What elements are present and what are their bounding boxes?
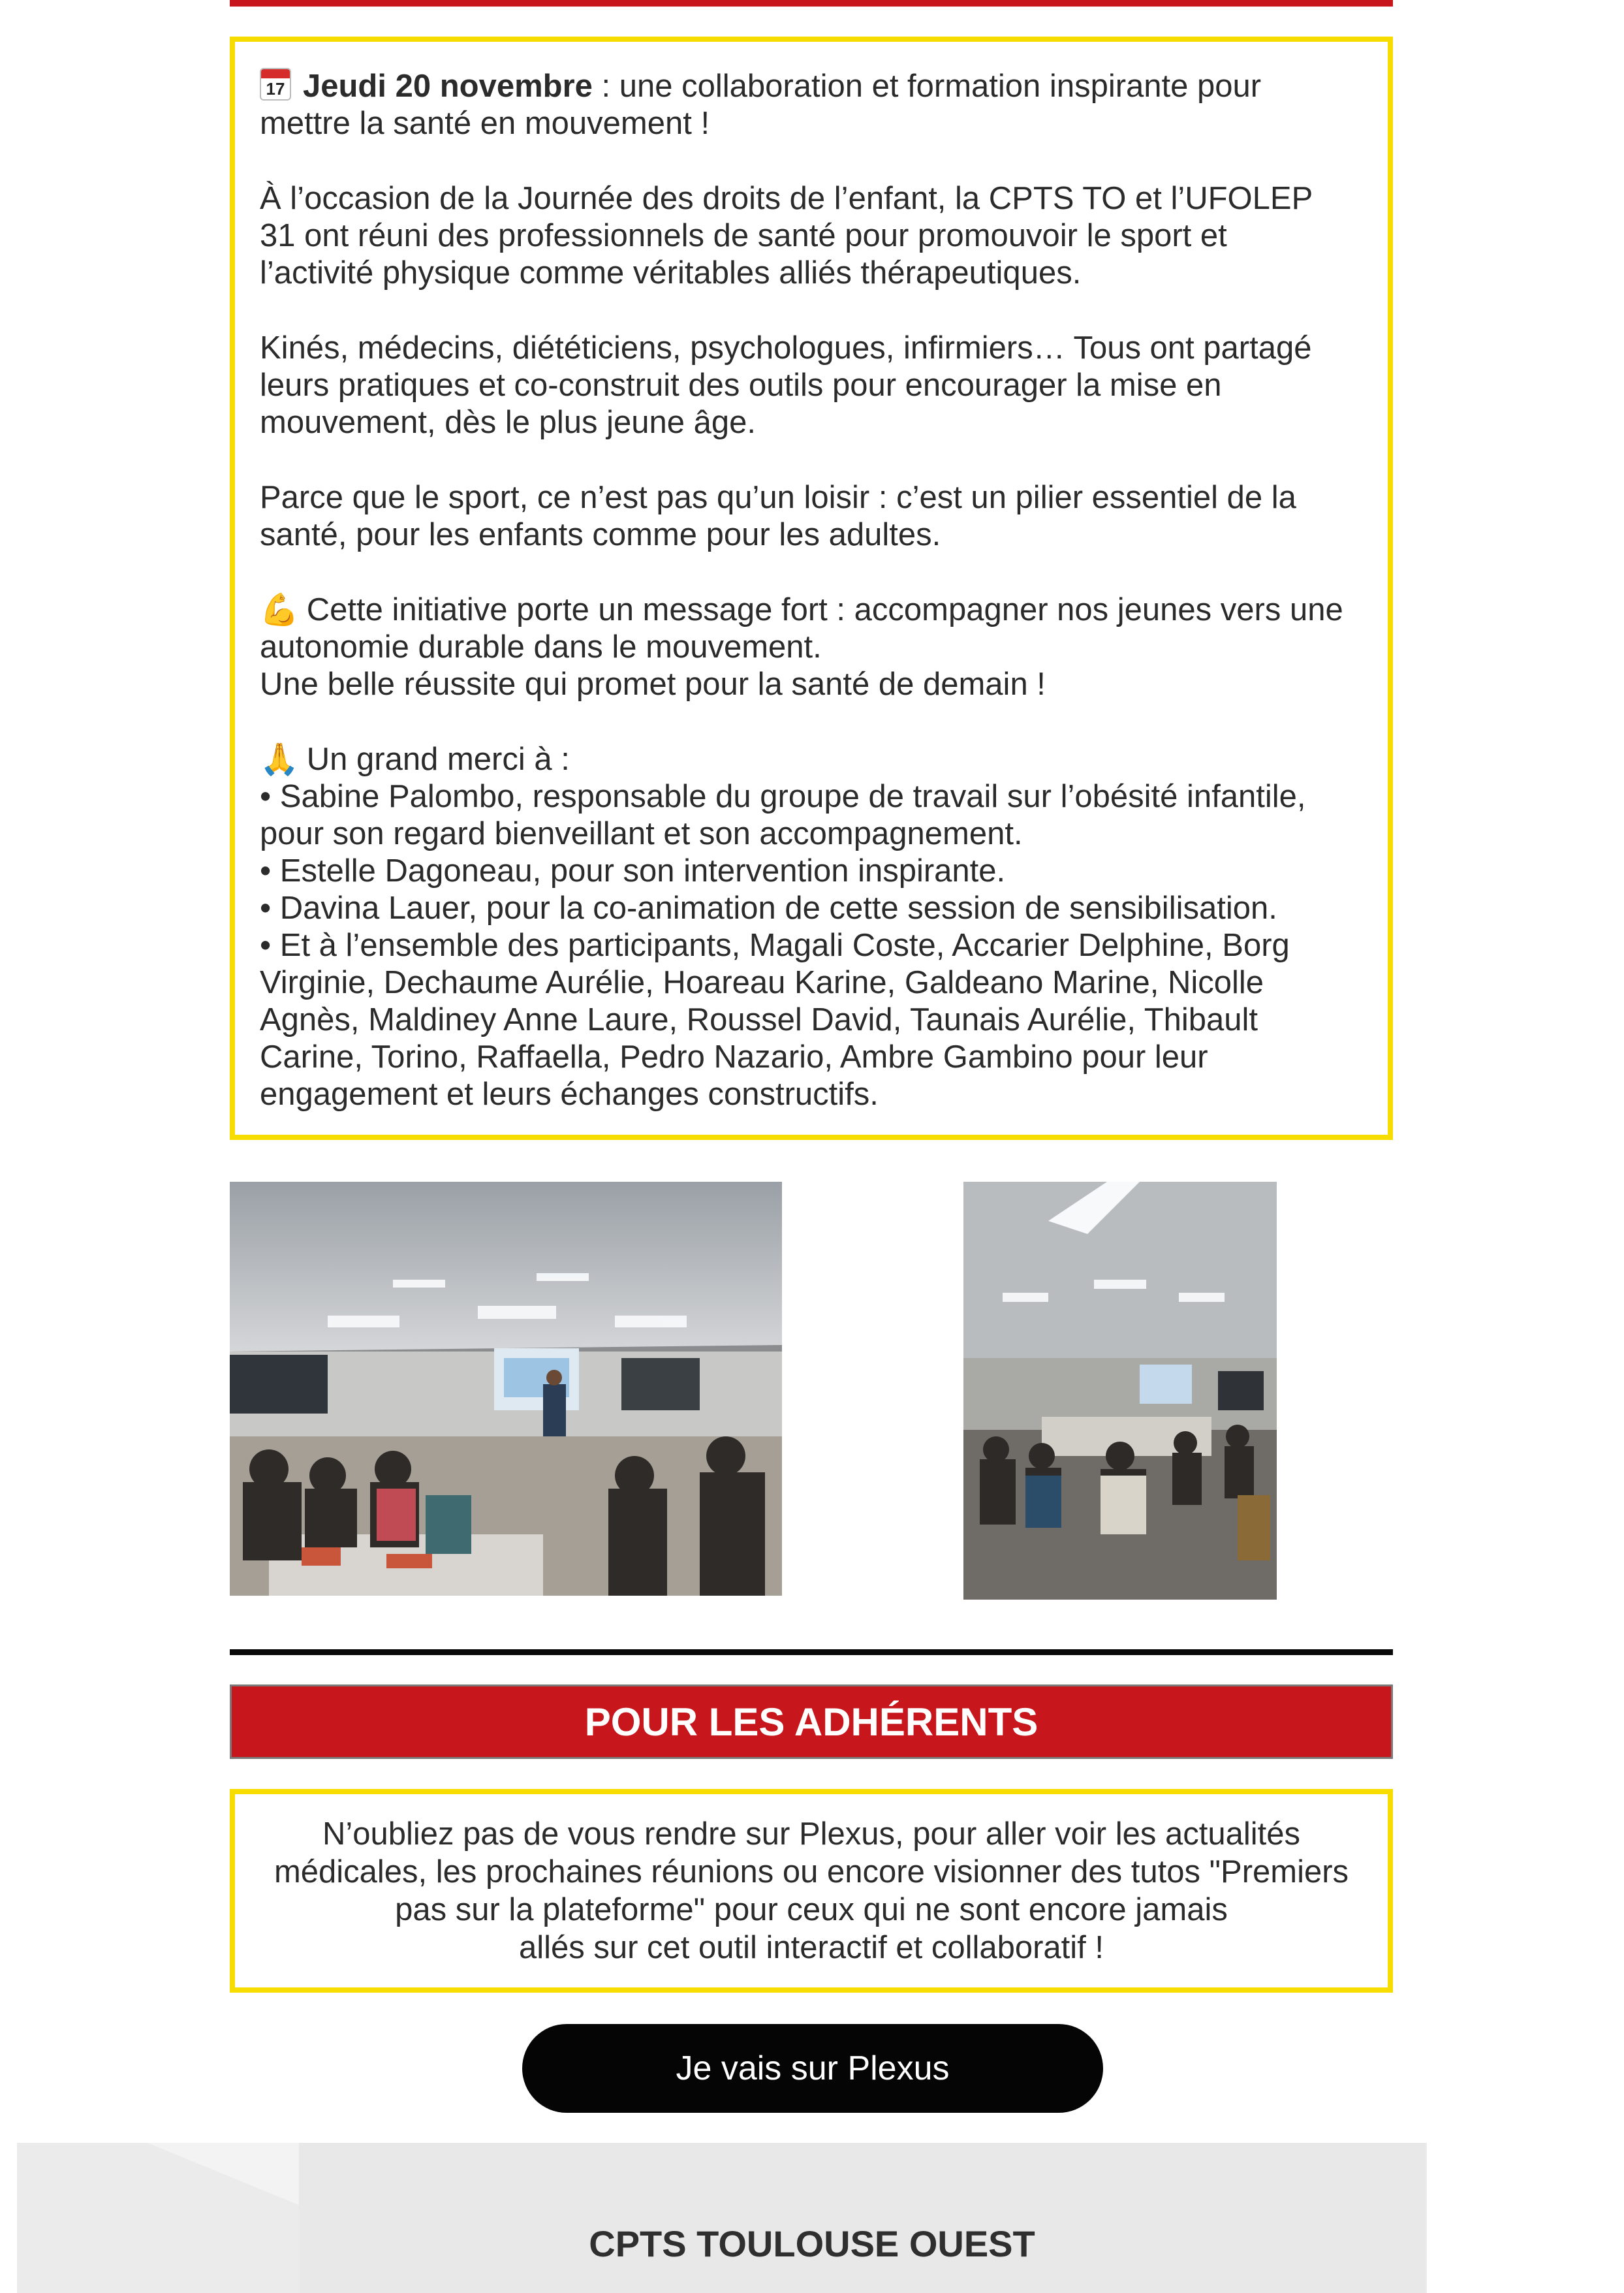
article-box: [230, 37, 1393, 1140]
intro-line-1: 17 Jeudi 20 novembre : une collaboration et formation inspirante pour: [260, 68, 1363, 105]
top-divider: [230, 0, 1393, 7]
members-section-header: [230, 1684, 1393, 1759]
section-title: POUR LES ADHÉRENTS: [584, 1700, 1038, 1744]
article-thanks: 🙏 Un grand merci à : • Sabine Palombo, responsable du groupe de travail sur l’obésité infantile, pour son regard bienveillant et son accompagnement. • Estelle Dagoneau, pour son intervention inspirante. • Davina Lauer, pour la co-animation de cette session de sensibilisation. • Et à l’ensemble des participants, Magali Coste, Accarier Delphine, Borg Virginie, Dechaume Aurélie, Hoareau Karine, Galdeano Marine, Nicolle Agnès, Maldiney Anne Laure, Roussel David, Taunais Aurélie, Thibault Carine, Torino, Raffaella, Pedro Nazario, Ambre Gambino pour leur engagement et leurs échanges constructifs.: [260, 741, 1306, 1112]
flexed-biceps-icon: 💪: [260, 592, 299, 628]
calendar-icon: 17: [260, 68, 291, 101]
event-photo-1-image: [230, 1182, 782, 1596]
event-photo-2: [963, 1182, 1277, 1600]
footer-panel: [299, 2143, 1426, 2293]
intro-line-2: mettre la santé en mouvement !: [260, 106, 710, 141]
members-text-line-3: pas sur la plateforme" pour ceux qui ne sont encore jamais: [395, 1892, 1228, 1927]
members-info-box: [230, 1789, 1393, 1993]
article-paragraph-2: Kinés, médecins, diététiciens, psychologues, infirmiers… Tous ont partagé leurs pratiques et co-construit des outils pour encourager la mise en mouvement, dès le plus jeune âge.: [260, 330, 1312, 440]
members-text-line-1: N’oubliez pas de vous rendre sur Plexus, pour aller voir les actualités: [322, 1816, 1300, 1852]
event-date: Jeudi 20 novembre: [303, 69, 593, 104]
article-paragraph-1: À l’occasion de la Journée des droits de l’enfant, la CPTS TO et l’UFOLEP 31 ont réuni des professionnels de santé pour promouvoir le sport et l’activité physique comme véritables alliés thérapeutiques.: [260, 181, 1313, 291]
article-message: 💪 Cette initiative porte un message fort : accompagner nos jeunes vers une autonomie durable dans le mouvement. Une belle réussite qui promet pour la santé de demain !: [260, 592, 1343, 702]
footer-title: CPTS TOULOUSE OUEST: [589, 2223, 1035, 2264]
members-text-line-2: médicales, les prochaines réunions ou encore visionner des tutos "Premiers: [273, 1854, 1349, 1890]
article-intro: [260, 68, 1363, 142]
folded-hands-icon: 🙏: [260, 741, 299, 778]
plexus-button[interactable]: Je vais sur Plexus: [522, 2024, 1103, 2113]
members-text-line-4: allés sur cet outil interactif et collaboratif !: [518, 1930, 1104, 1965]
section-divider: [230, 1649, 1393, 1655]
event-photo-2-image: [963, 1182, 1277, 1600]
article-paragraph-3: Parce que le sport, ce n’est pas qu’un loisir : c’est un pilier essentiel de la santé, pour les enfants comme pour les adultes.: [260, 480, 1296, 552]
event-photo-1: [230, 1182, 782, 1596]
